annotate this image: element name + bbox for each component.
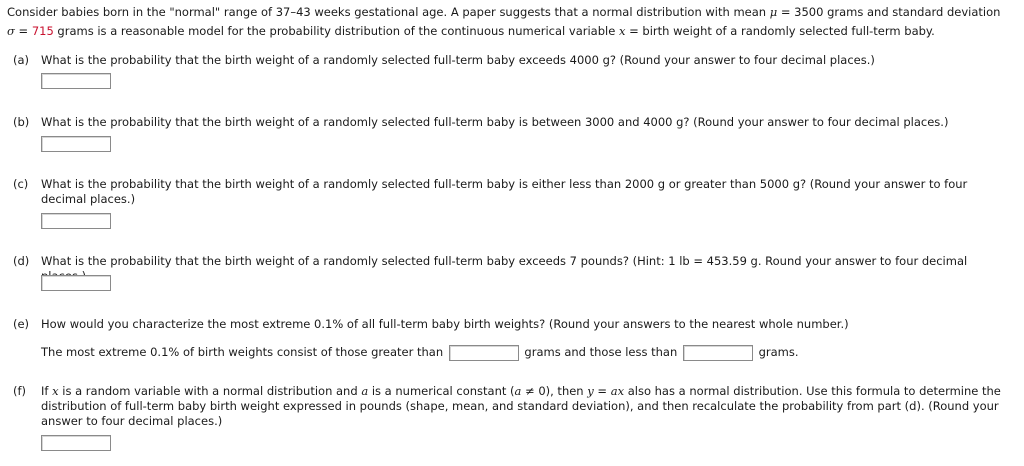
problem-intro: Consider babies born in the "normal" range of 37–43 weeks gestational age. A paper suggests that a normal distribution with mean μ = 3500 grams and standard deviation σ = 715 grams is a reasonable model for the probability distribution of the continuous numerical variable x = birth weight of a randomly selected full-term baby. bbox=[7, 5, 1001, 38]
question-f bbox=[13, 384, 1013, 429]
answer-e-less-input[interactable] bbox=[683, 345, 753, 361]
question-c-text: What is the probability that the birth weight of a randomly selected full-term baby is either less than 2000 g or greater than 5000 g? (Round your answer to four decimal places.) bbox=[41, 177, 968, 206]
question-f-label: (f) bbox=[13, 384, 27, 398]
question-a-text: What is the probability that the birth weight of a randomly selected full-term baby exceeds 4000 g? (Round your answer to four decimal places.) bbox=[41, 53, 875, 67]
x-variable: x bbox=[618, 24, 626, 38]
question-e bbox=[13, 317, 1013, 332]
question-e-label: (e) bbox=[13, 317, 30, 331]
extreme-row-text-start: The most extreme 0.1% of birth weights consist of those greater than bbox=[41, 345, 444, 359]
question-b-label: (b) bbox=[13, 115, 30, 129]
question-f-text: If x is a random variable with a normal distribution and a is a numerical constant (a ≠ 0), then y = ax also has a normal distribution. Use this formula to determine the distribution of full-term baby birth weight expressed in pounds (shape, mean, and standard deviation), and then recalculate the probability from part (d). (Round your answer to four decimal places.) bbox=[41, 384, 1001, 428]
question-a-label: (a) bbox=[13, 53, 30, 67]
sigma-value: 715 bbox=[31, 24, 54, 38]
answer-b-input[interactable] bbox=[41, 136, 111, 152]
question-d bbox=[13, 254, 1013, 284]
mu-symbol: μ bbox=[769, 5, 778, 19]
extreme-row-text-middle: grams and those less than bbox=[524, 345, 678, 359]
answer-c-input[interactable] bbox=[41, 213, 111, 229]
answer-a-input[interactable] bbox=[41, 73, 111, 89]
question-b-text: What is the probability that the birth weight of a randomly selected full-term baby is between 3000 and 4000 g? (Round your answer to four decimal places.) bbox=[41, 115, 949, 129]
question-e-text: How would you characterize the most extreme 0.1% of all full-term baby birth weights? (Round your answers to the nearest whole number.) bbox=[41, 317, 849, 331]
question-d-text: What is the probability that the birth weight of a randomly selected full-term baby exceeds 7 pounds? (Hint: 1 lb = 453.59 g. Round your answer to four decimal bbox=[41, 254, 968, 268]
answer-f-input[interactable] bbox=[41, 435, 111, 451]
question-b bbox=[13, 115, 1013, 130]
extreme-weights-row bbox=[41, 343, 799, 361]
sigma-symbol: σ bbox=[7, 24, 15, 38]
answer-e-greater-input[interactable] bbox=[449, 345, 519, 361]
extreme-row-text-end: grams. bbox=[758, 345, 799, 359]
answer-d-input[interactable] bbox=[41, 275, 111, 291]
question-c bbox=[13, 177, 1013, 207]
question-a bbox=[13, 53, 1013, 68]
question-d-label: (d) bbox=[13, 254, 30, 268]
question-c-label: (c) bbox=[13, 177, 29, 191]
